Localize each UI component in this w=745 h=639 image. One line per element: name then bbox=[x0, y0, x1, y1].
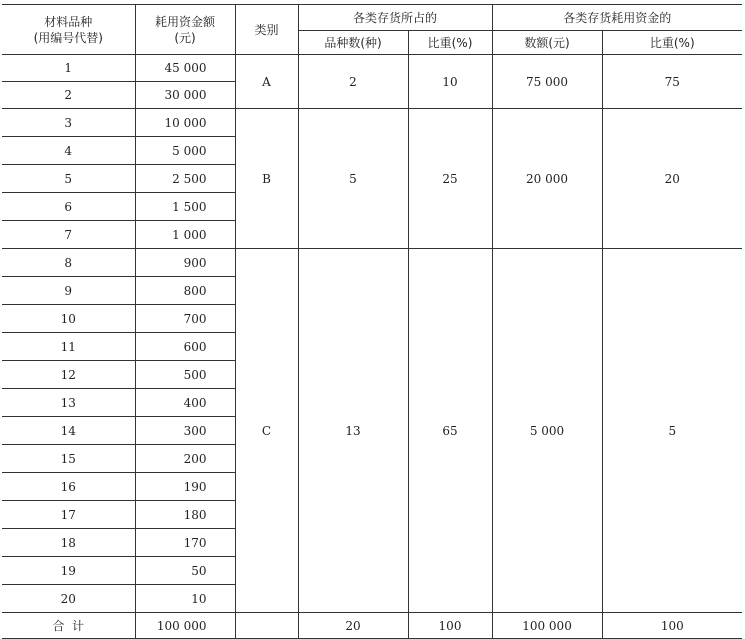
material-amount: 170 bbox=[135, 529, 235, 557]
kinds-count-cell: 2 bbox=[298, 55, 408, 109]
category-cell: A bbox=[235, 55, 298, 109]
category-cell: B bbox=[235, 109, 298, 249]
material-amount: 45 000 bbox=[135, 55, 235, 82]
material-id: 15 bbox=[2, 445, 135, 473]
header-material-line1: 材料品种 bbox=[44, 14, 93, 29]
header-kinds-count: 品种数(种) bbox=[298, 31, 408, 55]
material-id: 2 bbox=[2, 82, 135, 109]
header-category: 类别 bbox=[235, 5, 298, 55]
material-amount: 500 bbox=[135, 361, 235, 389]
material-id: 1 bbox=[2, 55, 135, 82]
header-material bbox=[2, 5, 135, 55]
material-id: 6 bbox=[2, 193, 135, 221]
kinds-count-cell: 13 bbox=[298, 249, 408, 613]
funds-ratio-cell: 5 bbox=[602, 249, 742, 613]
kinds-ratio-cell: 65 bbox=[408, 249, 492, 613]
table-body bbox=[2, 55, 742, 639]
material-id: 20 bbox=[2, 585, 135, 613]
material-amount: 900 bbox=[135, 249, 235, 277]
abc-inventory-table bbox=[2, 4, 742, 639]
material-amount: 300 bbox=[135, 417, 235, 445]
material-amount: 180 bbox=[135, 501, 235, 529]
material-id: 10 bbox=[2, 305, 135, 333]
total-kinds-ratio: 100 bbox=[408, 613, 492, 639]
header-group-funds: 各类存货耗用资金的 bbox=[492, 5, 742, 31]
material-amount: 800 bbox=[135, 277, 235, 305]
material-amount: 2 500 bbox=[135, 165, 235, 193]
total-row bbox=[2, 613, 742, 639]
header-funds-ratio: 比重(%) bbox=[602, 31, 742, 55]
kinds-ratio-cell: 25 bbox=[408, 109, 492, 249]
material-amount: 10 bbox=[135, 585, 235, 613]
header-amount bbox=[135, 5, 235, 55]
total-amount: 100 000 bbox=[135, 613, 235, 639]
material-id: 14 bbox=[2, 417, 135, 445]
material-id: 13 bbox=[2, 389, 135, 417]
material-id: 11 bbox=[2, 333, 135, 361]
material-amount: 1 000 bbox=[135, 221, 235, 249]
material-id: 3 bbox=[2, 109, 135, 137]
header-funds-amount: 数额(元) bbox=[492, 31, 602, 55]
total-funds-ratio: 100 bbox=[602, 613, 742, 639]
material-amount: 10 000 bbox=[135, 109, 235, 137]
material-amount: 200 bbox=[135, 445, 235, 473]
header-material-line2: (用编号代替) bbox=[33, 30, 103, 45]
material-id: 19 bbox=[2, 557, 135, 585]
material-amount: 400 bbox=[135, 389, 235, 417]
material-amount: 1 500 bbox=[135, 193, 235, 221]
material-id: 17 bbox=[2, 501, 135, 529]
total-kinds: 20 bbox=[298, 613, 408, 639]
material-amount: 190 bbox=[135, 473, 235, 501]
kinds-count-cell: 5 bbox=[298, 109, 408, 249]
total-funds: 100 000 bbox=[492, 613, 602, 639]
funds-amount-cell: 20 000 bbox=[492, 109, 602, 249]
material-id: 7 bbox=[2, 221, 135, 249]
material-amount: 50 bbox=[135, 557, 235, 585]
material-id: 8 bbox=[2, 249, 135, 277]
header-kinds-ratio: 比重(%) bbox=[408, 31, 492, 55]
material-amount: 5 000 bbox=[135, 137, 235, 165]
header-amount-line1: 耗用资金额 bbox=[154, 14, 215, 29]
total-category-empty bbox=[235, 613, 298, 639]
header-amount-line2: (元) bbox=[174, 30, 196, 45]
material-id: 12 bbox=[2, 361, 135, 389]
material-id: 18 bbox=[2, 529, 135, 557]
funds-ratio-cell: 20 bbox=[602, 109, 742, 249]
total-label: 合 计 bbox=[2, 613, 135, 639]
material-amount: 30 000 bbox=[135, 82, 235, 109]
material-id: 4 bbox=[2, 137, 135, 165]
material-amount: 600 bbox=[135, 333, 235, 361]
funds-amount-cell: 75 000 bbox=[492, 55, 602, 109]
material-id: 5 bbox=[2, 165, 135, 193]
material-id: 16 bbox=[2, 473, 135, 501]
funds-amount-cell: 5 000 bbox=[492, 249, 602, 613]
kinds-ratio-cell: 10 bbox=[408, 55, 492, 109]
material-amount: 700 bbox=[135, 305, 235, 333]
header-group-kinds: 各类存货所占的 bbox=[298, 5, 492, 31]
funds-ratio-cell: 75 bbox=[602, 55, 742, 109]
category-cell: C bbox=[235, 249, 298, 613]
material-id: 9 bbox=[2, 277, 135, 305]
